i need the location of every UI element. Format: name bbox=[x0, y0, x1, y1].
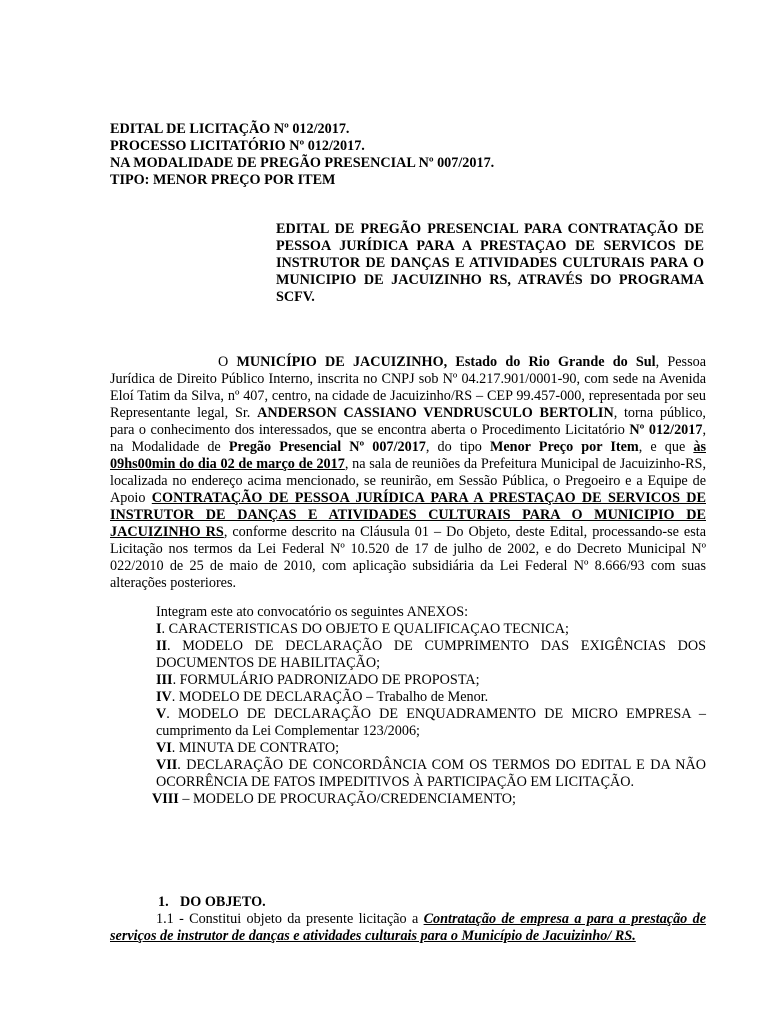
annex-item bbox=[110, 672, 706, 689]
annex-item bbox=[110, 757, 706, 791]
annex-item bbox=[110, 706, 706, 740]
annex-text: . MINUTA DE CONTRATO; bbox=[171, 740, 340, 756]
intro-session-date: às 09hs00min do dia 02 de março de 2017 bbox=[110, 439, 706, 472]
annex-text: . MODELO DE DECLARAÇÃO DE CUMPRIMENTO DAS EXIGÊNCIAS DOS DOCUMENTOS DE HABILITAÇÃO; bbox=[156, 638, 706, 671]
section-lead-text: 1.1 - Constitui objeto da presente licitação a bbox=[156, 911, 424, 927]
section-body bbox=[110, 911, 706, 945]
annex-item bbox=[110, 689, 706, 706]
header-line-tipo: TIPO: MENOR PREÇO POR ITEM bbox=[110, 172, 336, 188]
annex-text: – MODELO DE PROCURAÇÃO/CREDENCIAMENTO; bbox=[178, 791, 516, 807]
annex-item bbox=[110, 621, 706, 638]
intro-text: O bbox=[218, 354, 237, 370]
header-line-edital: EDITAL DE LICITAÇÃO Nº 012/2017. bbox=[110, 121, 350, 137]
section-object-description: Contratação de empresa a para a prestação de serviços de instrutor de danças e atividades culturais para o Município de Jacuizinho/ RS. bbox=[110, 911, 706, 944]
annex-number: VIII bbox=[152, 791, 179, 807]
intro-text: , na sala de reuniões da Prefeitura Municipal de Jacuizinho-RS, localizada no endereço acima mencionado, se reunirão, em Sessão Pública, o Pregoeiro e a Equipe de Apoio bbox=[110, 456, 706, 506]
intro-text: , conforme descrito na Cláusula 01 – Do Objeto, deste Edital, processando-se esta Licitação nos termos da Lei Federal Nº 10.520 de 17 de julho de 2002, e do Decreto Municipal Nº 022/2010 de 25 de maio de 2010, com aplicação subsidiária da Lei Federal Nº 8.666/93 com suas alterações posteriores. bbox=[110, 524, 706, 591]
intro-text: , torna público, para o conhecimento dos interessados, que se encontra aberta o Procedimento Licitatório bbox=[110, 405, 706, 438]
annex-number: I bbox=[156, 621, 162, 637]
intro-type: Menor Preço por Item bbox=[489, 439, 639, 455]
intro-procedure-number: Nº 012/2017 bbox=[629, 422, 703, 438]
annex-number: VII bbox=[156, 757, 178, 773]
intro-text: , e que bbox=[638, 439, 694, 455]
intro-object-title: CONTRATAÇÃO DE PESSOA JURÍDICA PARA A PRESTAÇAO DE SERVICOS DE INSTRUTOR DE DANÇAS E ATIVIDADES CULTURAIS PARA O MUNICIPIO DE JACUIZINHO RS bbox=[110, 490, 706, 540]
annex-number: IV bbox=[156, 689, 172, 705]
annex-lead: Integram este ato convocatório os seguintes ANEXOS: bbox=[156, 604, 469, 620]
intro-municipality: MUNICÍPIO DE JACUIZINHO, Estado do Rio Grande do Sul bbox=[236, 354, 656, 370]
annex-list bbox=[110, 604, 706, 808]
intro-text: , do tipo bbox=[425, 439, 490, 455]
annex-number: VI bbox=[156, 740, 172, 756]
annex-item bbox=[110, 740, 706, 757]
annex-number: II bbox=[156, 638, 168, 654]
section-number: 1. bbox=[158, 894, 169, 910]
annex-item bbox=[110, 791, 706, 808]
annex-text: . DECLARAÇÃO DE CONCORDÂNCIA COM OS TERMOS DO EDITAL E DA NÃO OCORRÊNCIA DE FATOS IMPEDITIVOS À PARTICIPAÇÃO EM LICITAÇÃO. bbox=[156, 757, 706, 790]
intro-text: , Pessoa Jurídica de Direito Público Interno, inscrita no CNPJ sob Nº 04.217.901/0001-90, com sede na Avenida Eloí Tatim da Silva, nº 407, centro, na cidade de Jacuizinho/RS – CEP 99.457-000, representada por seu Representante legal, Sr. bbox=[110, 354, 706, 421]
intro-representative: ANDERSON CASSIANO VENDRUSCULO BERTOLIN bbox=[257, 405, 614, 421]
section-objeto bbox=[110, 894, 706, 945]
annex-text: . MODELO DE DECLARAÇÃO – Trabalho de Menor. bbox=[171, 689, 489, 705]
intro-paragraph bbox=[110, 354, 706, 592]
edital-subject: EDITAL DE PREGÃO PRESENCIAL PARA CONTRATAÇÃO DE PESSOA JURÍDICA PARA A PRESTAÇAO DE SERVICOS DE INSTRUTOR DE DANÇAS E ATIVIDADES CULTURAIS PARA O MUNICIPIO DE JACUIZINHO RS, ATRAVÉS DO PROGRAMA SCFV. bbox=[276, 221, 704, 305]
edital-header bbox=[110, 121, 710, 189]
annex-text: . FORMULÁRIO PADRONIZADO DE PROPOSTA; bbox=[172, 672, 480, 688]
intro-text: , na Modalidade de bbox=[110, 422, 706, 455]
header-line-modalidade: NA MODALIDADE DE PREGÃO PRESENCIAL Nº 007/2017. bbox=[110, 155, 495, 171]
annex-text: . CARACTERISTICAS DO OBJETO E QUALIFICAÇAO TECNICA; bbox=[161, 621, 569, 637]
intro-modality: Pregão Presencial Nº 007/2017 bbox=[228, 439, 426, 455]
annex-number: V bbox=[156, 706, 167, 722]
section-title bbox=[110, 894, 706, 911]
annex-number: III bbox=[156, 672, 173, 688]
annex-item bbox=[110, 638, 706, 672]
section-title-text: DO OBJETO. bbox=[180, 894, 266, 910]
annex-text: . MODELO DE DECLARAÇÃO DE ENQUADRAMENTO DE MICRO EMPRESA – cumprimento da Lei Complementar 123/2006; bbox=[156, 706, 706, 739]
header-line-processo: PROCESSO LICITATÓRIO Nº 012/2017. bbox=[110, 138, 365, 154]
